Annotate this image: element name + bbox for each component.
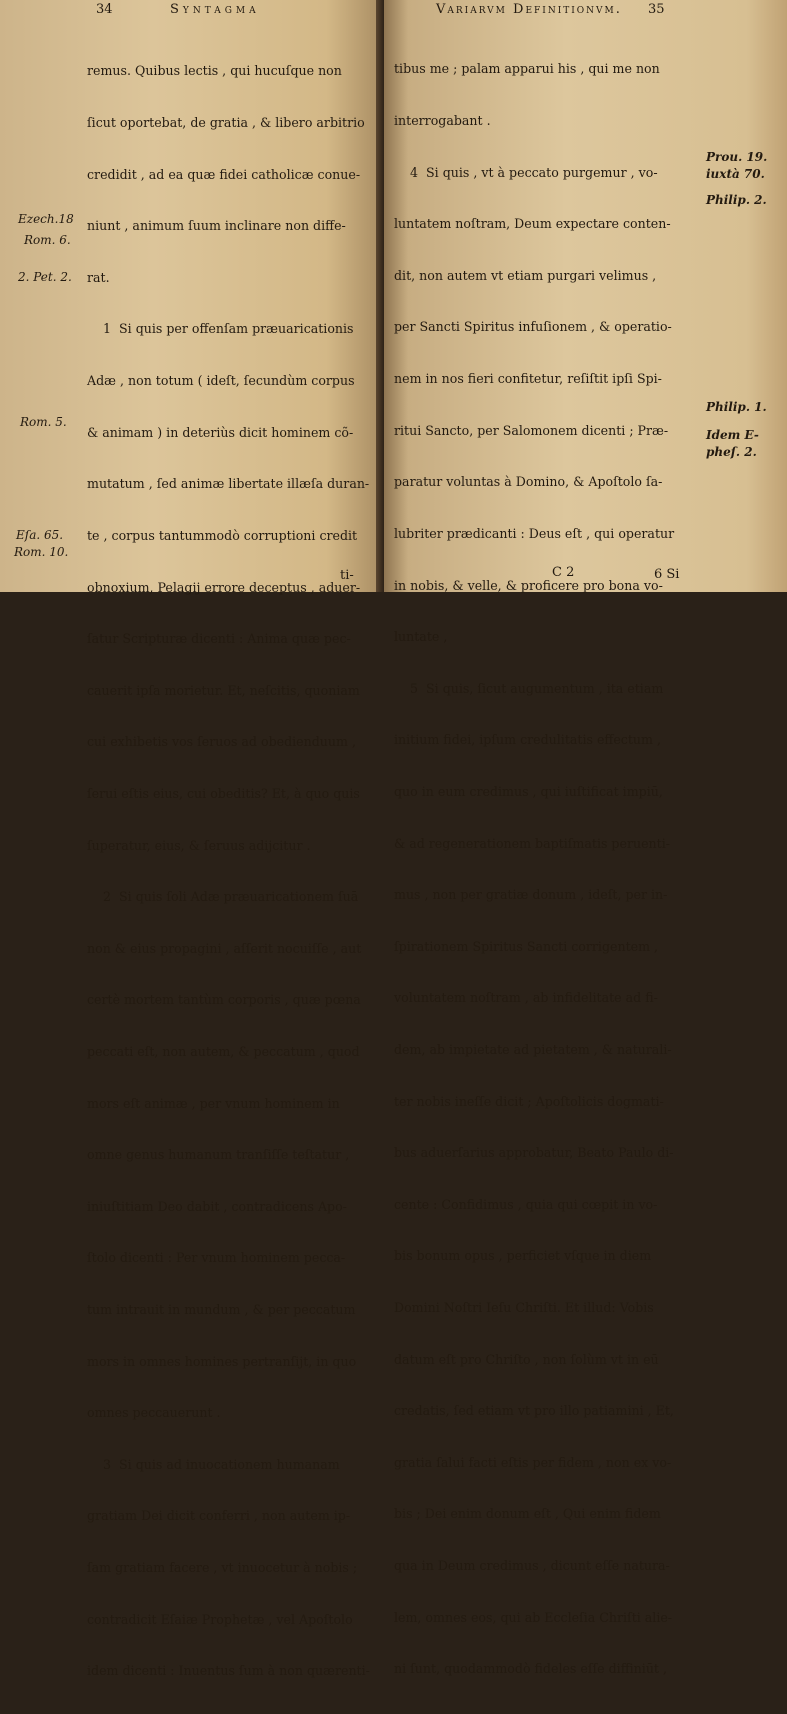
left-running-head: Syntagma [170, 2, 260, 17]
text-line: 4 Si quis , vt à peccato purgemur , vo- [394, 164, 658, 180]
text-line: ſerui eſtis eius, cui obeditis? Et, à quo quis [87, 785, 360, 801]
text-line: ter nobis ineſſe dicit ; Apoſtolicis dogmati- [394, 1093, 664, 1109]
text-line: 3 Si quis ad inuocationem humanam [87, 1456, 340, 1472]
margin-note: 2. Pet. 2. [18, 270, 72, 284]
text-line: rat. [87, 269, 110, 285]
right-catchword: 6 Si [654, 567, 680, 582]
text-line: interrogabant . [394, 113, 491, 129]
text-line: peccati eſt, non autem, & peccatum , quod [87, 1043, 360, 1059]
text-line: Adæ , non totum ( ideſt, ſecundùm corpus [87, 373, 355, 389]
right-page [384, 0, 787, 1677]
text-line: dem, ab impietate ad pietatem , & naturali- [394, 1041, 672, 1057]
margin-note: Ezech.18 [18, 212, 74, 226]
margin-note: Philip. 1. [706, 400, 767, 414]
right-running-head: Variarvm Definitionvm. [436, 2, 622, 17]
text-line: paratur voluntas à Domino, & Apoſtolo ſa- [394, 474, 663, 490]
text-line: tum intrauit in mundum , & per peccatum [87, 1302, 356, 1318]
text-line: niunt , animum ſuum inclinare non diffe- [87, 218, 346, 234]
margin-note: pheſ. 2. [706, 445, 757, 459]
text-line: cui exhibetis vos ſeruos ad obedienduum , [87, 734, 356, 750]
text-line: bis ; Dei enim donum eſt , Qui enim fidem [394, 1506, 661, 1522]
margin-note: Rom. 5. [20, 415, 67, 429]
text-line: voluntatem noſtram , ab infidelitate ad fi- [394, 990, 658, 1006]
margin-note: iuxtà 70. [706, 167, 765, 181]
text-line: mors in omnes homines pertranſijt, in quo [87, 1353, 357, 1369]
text-line: iniuſtitiam Deo dabit , contradicens Apo- [87, 1198, 347, 1214]
text-line: ritui Sancto, per Salomonem dicenti ; Præ- [394, 422, 669, 438]
text-line: 5 Si quis, ſicut augumentum , ita etiam [394, 680, 664, 696]
left-page-number: 34 [96, 2, 113, 17]
text-line: in nobis, & velle, & proficere pro bona vo- [394, 577, 663, 593]
left-page [0, 0, 384, 1679]
text-line: & animam ) in deteriùs dicit hominem cõ- [87, 424, 354, 440]
text-line: bus aduerſarius approbatur, Beato Paulo di- [394, 1145, 674, 1161]
text-line: omnes peccauerunt . [87, 1405, 221, 1421]
text-line: gratia ſalui facti eſtis per fidem , non ex vo- [394, 1454, 672, 1470]
text-line: datum eſt pro Chriſto , non ſolùm vt in eū [394, 1351, 659, 1367]
text-line: mors eſt animæ , per vnum hominem in [87, 1095, 340, 1111]
left-body-text [87, 28, 370, 1714]
text-line: quo in eum credimus , qui iuſtificat impiū, [394, 783, 663, 799]
text-line: mus , non per gratiæ donum , ideſt, per in- [394, 887, 668, 903]
margin-note: Idem E- [706, 428, 759, 442]
text-line: contradicit Eſaiæ Prophetæ , vel Apoſtolo [87, 1611, 353, 1627]
text-line: & ad regenerationem baptiſmatis peruenti- [394, 835, 670, 851]
text-line: lem, omnes eos, qui ab Eccleſia Chriſti alie- [394, 1609, 673, 1625]
text-line: te , corpus tantummodò corruptioni credit [87, 527, 358, 543]
text-line: omne genus humanum tranſiſſe teſtatur , [87, 1147, 350, 1163]
right-page-number: 35 [648, 2, 665, 17]
text-line: lubriter prædicanti : Deus eſt , qui operatur [394, 525, 675, 541]
text-line: qua in Deum credimus , dicunt eſſe natura- [394, 1558, 670, 1574]
signature-mark: C 2 [552, 565, 575, 580]
text-line: mutatum , ſed animæ libertate illæſa duran- [87, 476, 370, 492]
text-line: obnoxium, Pelagij errore deceptus , aduer- [87, 579, 361, 595]
text-line: Domini Noſtri Ieſu Chriſti. Et illud: Vobis [394, 1300, 654, 1316]
text-line: credidit , ad ea quæ fidei catholicæ conue- [87, 166, 361, 182]
text-line: non & eius propagini , aſſerit nocuiſſe , aut [87, 940, 362, 956]
text-line: ſam gratiam facere , vt inuocetur à nobis ; [87, 1560, 358, 1576]
text-line: dit, non autem vt etiam purgari velimus , [394, 267, 657, 283]
text-line: 1 Si quis per offenſam præuaricationis [87, 321, 354, 337]
text-line: ſuperatur, eius, & ſeruus adijcitur . [87, 837, 311, 853]
text-line: ſicut oportebat, de gratia , & libero arbitrio [87, 115, 365, 131]
margin-note: Prou. 19. [706, 150, 768, 164]
text-line: idem dicenti : Inuentus ſum à non quærenti- [87, 1663, 370, 1679]
text-line: ni ſunt, quodammodò fideles eſſe diffiniūt , [394, 1661, 668, 1677]
text-line: initium fidei, ipſum credulitatis effectum , [394, 732, 661, 748]
text-line: ſpirationem Spiritus Sancti corrigentem , [394, 938, 659, 954]
text-line: tibus me ; palam apparui his , qui me non [394, 61, 660, 77]
text-line: luntatem noſtram, Deum expectare conten- [394, 216, 671, 232]
text-line: certè mortem tantùm corporis , quæ pœna [87, 992, 361, 1008]
text-line: cauerit ipſa morietur. Et, neſcitis, quoniam [87, 682, 360, 698]
text-line: per Sancti Spiritus infuſionem , & operatio- [394, 319, 672, 335]
margin-note: Eſa. 65. [16, 528, 64, 542]
text-line: remus. Quibus lectis , qui hucuſque non [87, 63, 342, 79]
margin-note: Rom. 6. [24, 233, 71, 247]
text-line: 2 Si quis ſoli Adæ præuaricationem ſuā [87, 889, 359, 905]
text-line: credatis, ſed etiam vt pro illo patiamini , Et, [394, 1403, 674, 1419]
text-line: gratiam Dei dicit conferri , non autem ip- [87, 1508, 351, 1524]
text-line: ſatur Scripturæ dicenti : Anima quæ pec- [87, 631, 351, 647]
text-line: bis bonum opus , perficiet vſque in diem [394, 1248, 652, 1264]
text-line: ſtolo dicenti : Per vnum hominem pecca- [87, 1250, 346, 1266]
text-line: luntate , [394, 629, 448, 645]
margin-note: Rom. 10. [14, 545, 69, 559]
left-catchword: ti- [340, 568, 354, 583]
right-body-text [394, 26, 674, 1712]
text-line: nem in nos fieri confitetur, reſiſtit ipſi Spi- [394, 371, 662, 387]
margin-note: Philip. 2. [706, 193, 767, 207]
text-line: cente : Confidimus , quia qui cœpit in vo- [394, 1196, 658, 1212]
